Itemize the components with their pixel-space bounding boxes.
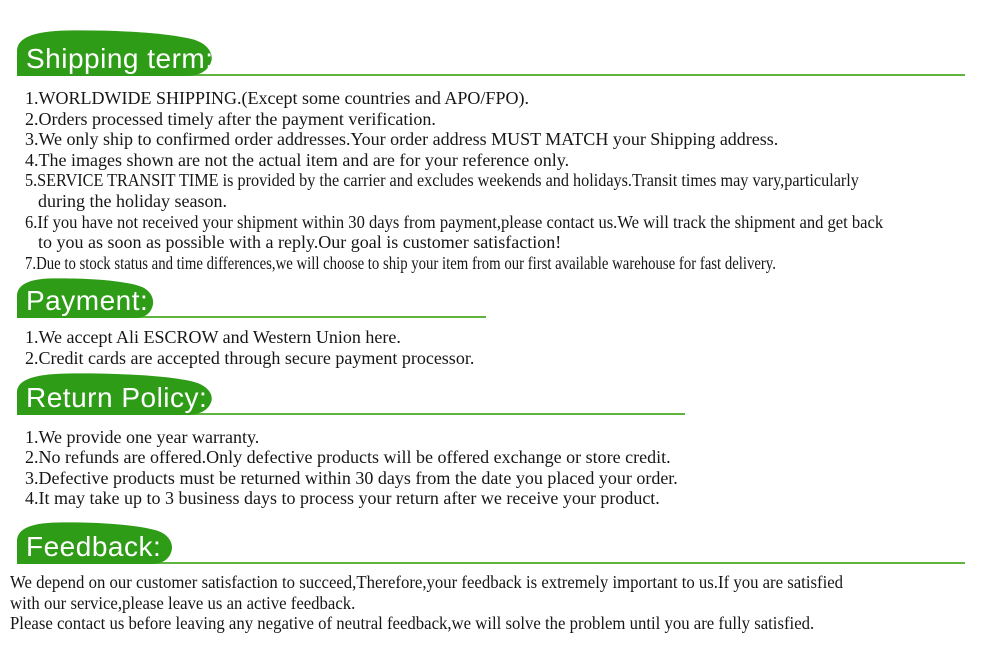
feedback-title: Feedback: [26, 530, 162, 562]
feedback-line-3: Please contact us before leaving any negative of neutral feedback,we will solve the problem until you are fully satisfied. [10, 613, 815, 634]
feedback-header [17, 522, 999, 564]
payment-item-2: 2.Credit cards are accepted through secure payment processor. [25, 347, 475, 368]
shipping-title: Shipping term: [26, 43, 214, 74]
feedback-line-2: with our service,please leave us an active feedback. [10, 592, 356, 613]
return-item-2: 2.No refunds are offered.Only defective products will be offered exchange or store credit. [25, 447, 671, 468]
shipping-item-2: 2.Orders processed timely after the payment verification. [25, 108, 436, 129]
section-shipping [0, 30, 999, 273]
return-policy-title: Return Policy: [26, 381, 208, 413]
section-return-policy [0, 373, 999, 509]
return-item-4: 4.It may take up to 3 business days to process your return after we receive your product. [25, 488, 660, 509]
shipping-item-1: 1.WORLDWIDE SHIPPING.(Except some countries and APO/FPO). [25, 88, 529, 108]
return-item-3: 3.Defective products must be returned within 30 days from the date you placed your order. [25, 467, 678, 488]
shipping-item-6-cont: to you as soon as possible with a reply.Our goal is customer satisfaction! [38, 232, 562, 253]
return-policy-list [0, 427, 999, 509]
shipping-item-3: 3.We only ship to confirmed order addresses.Your order address MUST MATCH your Shipping address. [25, 129, 779, 150]
feedback-text [0, 572, 999, 634]
feedback-line-1: We depend on our customer satisfaction to succeed,Therefore,your feedback is extremely important to us.If you are satisfied [10, 571, 844, 592]
shipping-list [0, 88, 999, 273]
shipping-item-7: 7.Due to stock status and time differences,we will choose to ship your item from our first available warehouse for fast delivery. [25, 252, 776, 273]
shipping-item-5-cont: during the holiday season. [38, 190, 227, 211]
payment-list [0, 327, 999, 368]
payment-header [17, 278, 999, 318]
section-payment [0, 278, 999, 368]
return-policy-header [17, 373, 999, 415]
shipping-header [17, 30, 999, 76]
shipping-item-6: 6.If you have not received your shipment within 30 days from payment,please contact us.We will track the shipment and get back [25, 211, 884, 232]
shipping-item-5: 5.SERVICE TRANSIT TIME is provided by the carrier and excludes weekends and holidays.Transit times may vary,particularly [25, 170, 859, 191]
payment-title: Payment: [26, 285, 149, 317]
payment-item-1: 1.We accept Ali ESCROW and Western Union here. [25, 327, 401, 348]
section-feedback [0, 522, 999, 634]
shipping-item-4: 4.The images shown are not the actual item and are for your reference only. [25, 149, 570, 170]
return-item-1: 1.We provide one year warranty. [25, 426, 260, 447]
